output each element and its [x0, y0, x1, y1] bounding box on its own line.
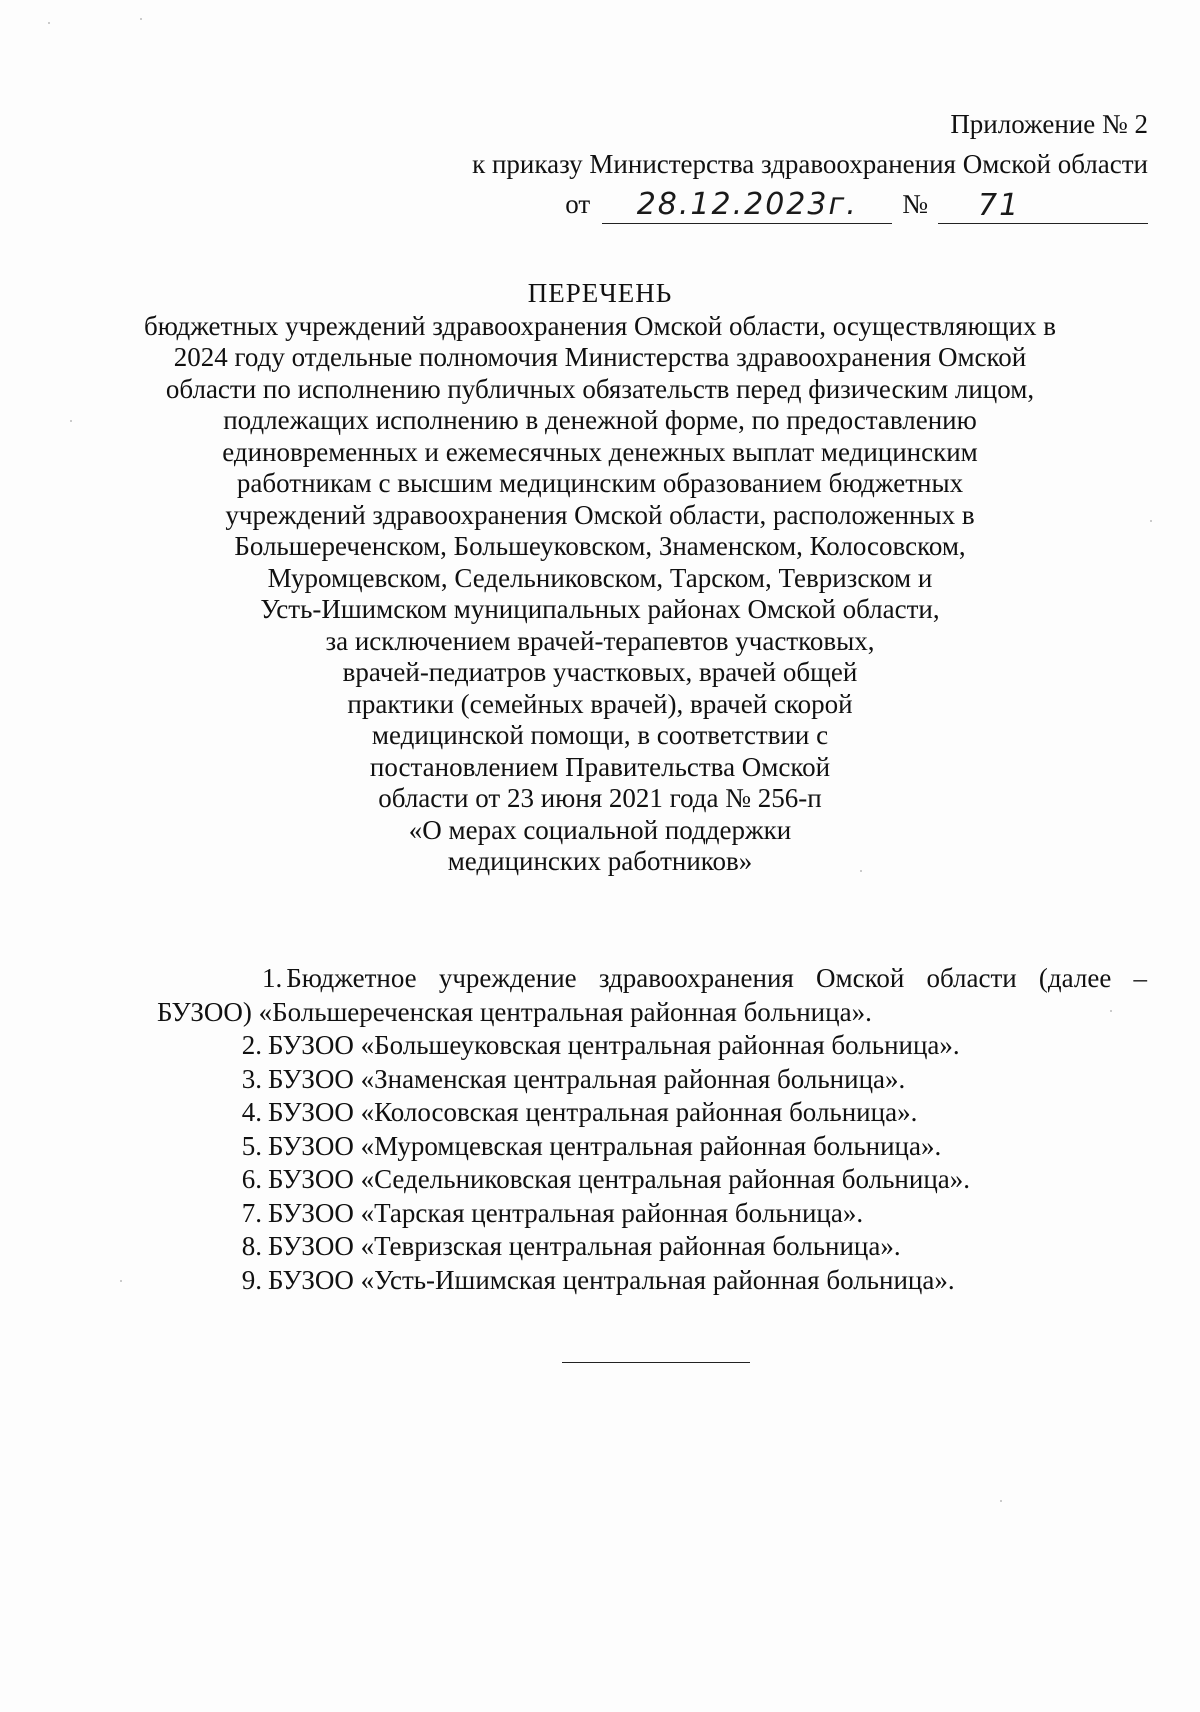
title-line: учреждений здравоохранения Омской области, расположенных в: [225, 499, 975, 530]
title-line: области по исполнению публичных обязательств перед физическим лицом,: [165, 373, 1035, 404]
list-item-number: 9.: [241, 1264, 262, 1295]
date-field: [602, 185, 892, 224]
list-item-text: Бюджетное учреждение здравоохранения Омской области (далее –: [286, 963, 1147, 993]
handwritten-number: 71: [978, 188, 1021, 223]
list-item-number: 2.: [241, 1030, 262, 1060]
title-line: единовременных и ежемесячных денежных выплат медицинским: [222, 436, 978, 467]
title-line: медицинской помощи, в соответствии с: [371, 720, 829, 750]
appendix-label: Приложение № 2: [950, 109, 1148, 139]
list-item: [157, 1130, 1147, 1164]
list-item: [157, 1096, 1147, 1130]
list-item-text: БУЗОО «Тарская центральная районная больница».: [268, 1197, 864, 1228]
list-item: [157, 1264, 1147, 1298]
list-item-number: 8.: [241, 1231, 262, 1261]
title-line: медицинских работников»: [447, 846, 753, 876]
title-line: практики (семейных врачей), врачей скорой: [347, 688, 853, 719]
list-item-text: БУЗОО «Колосовская центральная районная больница».: [268, 1097, 918, 1127]
title-heading: ПЕРЕЧЕНЬ: [527, 278, 673, 308]
list-item-text: БУЗОО «Тевризская центральная районная больница».: [268, 1231, 901, 1261]
scan-speck: [1110, 1010, 1112, 1012]
scan-speck: [70, 420, 72, 422]
title-line: Большереченском, Большеуковском, Знаменском, Колосовском,: [234, 531, 966, 561]
list-item-text: БУЗОО «Седельниковская центральная районная больница».: [268, 1164, 970, 1194]
order-reference: к приказу Министерства здравоохранения Омской области: [472, 149, 1148, 179]
list-item-number: 4.: [241, 1097, 262, 1127]
list-item-text: БУЗОО «Знаменская центральная районная больница».: [268, 1063, 906, 1094]
list-item-text: БУЗОО «Усть-Ишимская центральная районная больница».: [268, 1264, 955, 1295]
list-item-text: БУЗОО «Муромцевская центральная районная больница».: [268, 1130, 942, 1161]
scan-speck: [140, 18, 142, 20]
title-line: Усть-Ишимском муниципальных районах Омской области,: [260, 594, 940, 624]
list-item-number: 1.: [262, 963, 283, 993]
title-line: Муромцевском, Седельниковском, Тарском, Тевризском и: [267, 562, 933, 593]
title-line: области от 23 июня 2021 года № 256-п: [378, 783, 822, 813]
handwritten-date: 28.12.2023г.: [636, 187, 858, 222]
list-item: [157, 1029, 1147, 1063]
scan-speck: [48, 22, 50, 24]
list-item: [157, 1230, 1147, 1264]
title-line: за исключением врачей-терапевтов участковых,: [325, 625, 875, 656]
list-item-number: 6.: [241, 1164, 262, 1194]
number-field: [938, 186, 1148, 224]
document-title: [130, 278, 1070, 878]
title-line: «О мерах социальной поддержки: [408, 814, 792, 845]
list-item: [157, 962, 1147, 996]
end-divider: [562, 1362, 750, 1363]
date-prefix: от: [565, 189, 591, 219]
list-item-number: 5.: [241, 1130, 262, 1161]
title-line: подлежащих исполнению в денежной форме, по предоставлению: [223, 405, 977, 435]
institution-list: [157, 962, 1147, 1297]
scan-speck: [1150, 520, 1152, 522]
list-item: [157, 1197, 1147, 1231]
list-item-text: БУЗОО «Большеуковская центральная районная больница».: [268, 1030, 960, 1060]
title-line: работникам с высшим медицинским образованием бюджетных: [236, 468, 964, 498]
title-line: 2024 году отдельные полномочия Министерства здравоохранения Омской: [173, 342, 1027, 372]
scan-speck: [1000, 1500, 1002, 1502]
scan-speck: [120, 1280, 122, 1282]
list-item: [157, 1163, 1147, 1197]
list-item-continuation: БУЗОО) «Большереченская центральная районная больница».: [157, 996, 872, 1027]
list-item-number: 3.: [241, 1063, 262, 1094]
order-date-number-line: [388, 184, 1148, 224]
title-line: бюджетных учреждений здравоохранения Омской области, осуществляющих в: [143, 310, 1056, 341]
list-item-number: 7.: [241, 1197, 262, 1228]
list-item: [157, 1063, 1147, 1097]
title-line: врачей-педиатров участковых, врачей общей: [342, 657, 858, 687]
scan-speck: [860, 870, 862, 872]
number-prefix: №: [902, 189, 928, 219]
appendix-header: [388, 104, 1148, 224]
title-line: постановлением Правительства Омской: [369, 751, 831, 782]
